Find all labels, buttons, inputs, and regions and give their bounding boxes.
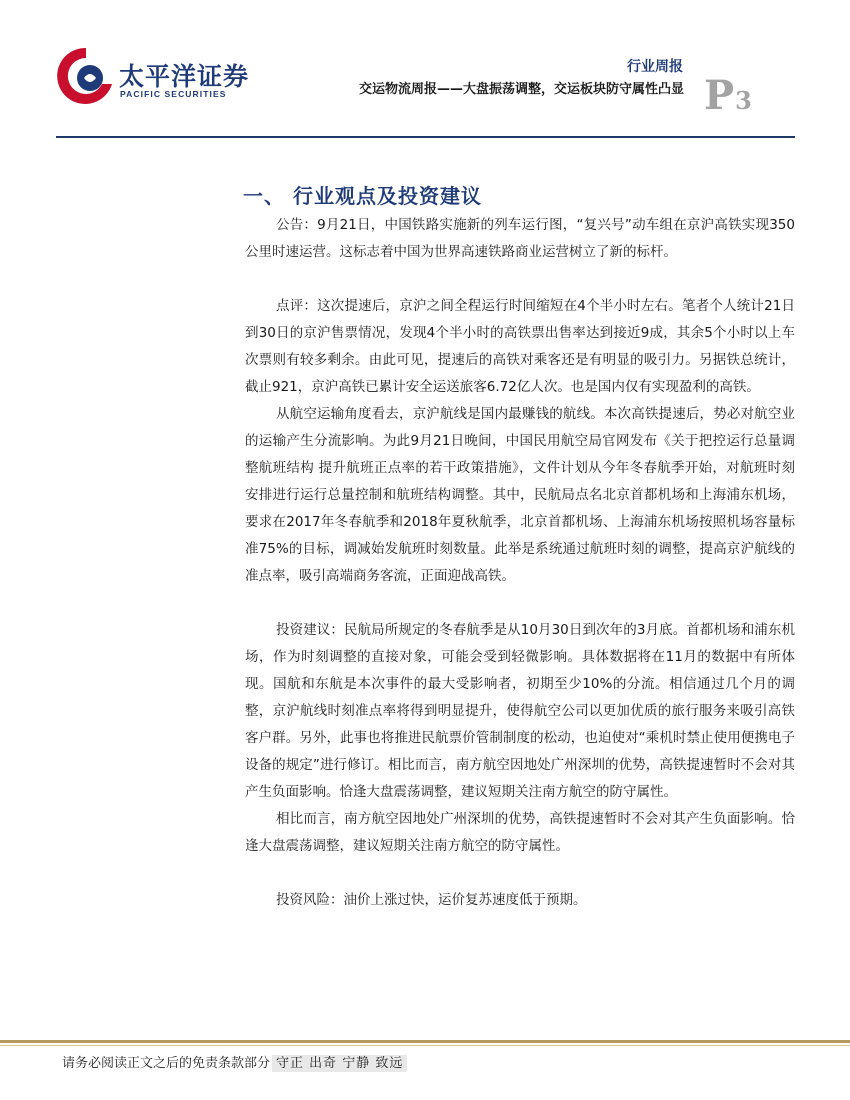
report-title: 交运物流周报——大盘振荡调整，交运板块防守属性凸显 [358, 82, 684, 97]
report-body [245, 212, 795, 914]
logo-english-name: PACIFIC SECURITIES [120, 89, 227, 99]
company-logo [56, 44, 276, 116]
investment-advice-paragraph: 投资建议：民航局所规定的冬春航季是从10月30日到次年的3月底。首都机场和浦东机场，作为时刻调整的直接对象，可能会受到轻微影响。具体数据将在11月的数据中有所体现。国航和东航是本次事件的最大受影响者，初期至少10%的分流。相信通过几个月的调整，京沪航线时刻准点率将得到明显提升，使得航空公司以更加优质的旅行服务来吸引高铁客户群。另外，此事也将推进民航票价管制制度的松动，也迫使对“乘机时禁止使用便携电子设备的规定”进行修订。相比而言，南方航空因地处广州深圳的优势，高铁提速暂时不会对其产生负面影响。恰逢大盘震荡调整，建议短期关注南方航空的防守属性。 [245, 622, 795, 800]
page-number [704, 72, 752, 119]
logo-chinese-name: 太平洋证券 [119, 62, 250, 91]
header-divider [56, 136, 795, 138]
footer-divider-thin [0, 1045, 850, 1046]
footer-disclaimer: 请务必阅读正文之后的免责条款部分 [62, 1056, 271, 1071]
page-digit: 3 [735, 86, 752, 115]
investment-risk-paragraph: 投资风险：油价上涨过快，运价复苏速度低于预期。 [276, 892, 587, 908]
section-heading: 一、 行业观点及投资建议 [243, 184, 482, 208]
report-type: 行业周报 [627, 59, 683, 75]
footer [62, 1052, 407, 1071]
announcement-paragraph: 公告：9月21日，中国铁路实施新的列车运行图，“复兴号”动车组在京沪高铁实现350公里时速运营。这标志着中国为世界高速铁路商业运营树立了新的标杆。 [245, 217, 795, 260]
commentary-paragraph: 点评：这次提速后，京沪之间全程运行时间缩短在4个半小时左右。笔者个人统计21日到30日的京沪售票情况，发现4个半小时的高铁票出售率达到接近9成，其余5个小时以上车次票则有较多剩余。由此可见，提速后的高铁对乘客还是有明显的吸引力。另据铁总统计，截止921，京沪高铁已累计安全运送旅客6.72亿人次。也是国内仅有实现盈利的高铁。 [245, 298, 795, 395]
comparison-paragraph: 相比而言，南方航空因地处广州深圳的优势，高铁提速暂时不会对其产生负面影响。恰逢大盘震荡调整，建议短期关注南方航空的防守属性。 [245, 811, 795, 854]
aviation-paragraph: 从航空运输角度看去，京沪航线是国内最赚钱的航线。本次高铁提速后，势必对航空业的运输产生分流影响。为此9月21日晚间，中国民用航空局官网发布《关于把控运行总量调整航班结构 提升航班正点率的若干政策措施》，文件计划从今年冬春航季开始，对航班时刻安排进行运行总量控制和航班结构调整。其中，民航局点名北京首都机场和上海浦东机场，要求在2017年冬春航季和2018年夏秋航季，北京首都机场、上海浦东机场按照机场容量标准75%的目标，调减始发航班时刻数量。此举是系统通过航班时刻的调整，提高京沪航线的准点率，吸引高端商务客流，正面迎战高铁。 [245, 406, 795, 584]
footer-divider [0, 1040, 850, 1043]
page-letter: P [704, 72, 735, 119]
footer-motto: 守正 出奇 宁静 致远 [272, 1055, 407, 1072]
pacific-securities-logo-icon [56, 44, 116, 108]
